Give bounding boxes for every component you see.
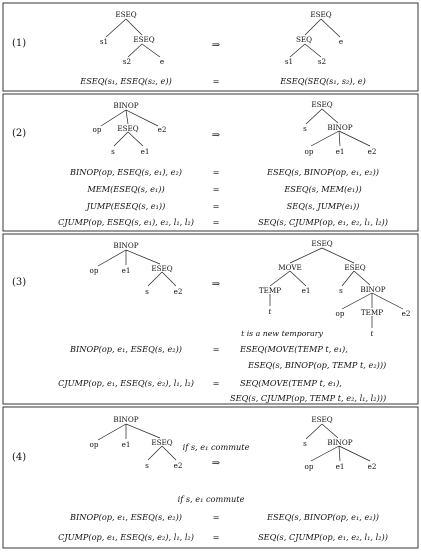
tree-node: op (335, 309, 345, 318)
equation-lhs: CJUMP(op, e₁, ESEQ(s, e₂), l₁, l₂) (58, 532, 194, 542)
tree-node: op (92, 125, 102, 134)
equation-eq: = (212, 217, 220, 227)
tree-node: TEMP (360, 308, 384, 317)
transform-arrow: ⇒ (211, 40, 221, 51)
tree-node: ESEQ (117, 124, 139, 133)
tree-node: e1 (121, 440, 131, 449)
equation-eq: = (212, 76, 220, 86)
tree-node: e2 (401, 309, 411, 318)
section-4-number: (4) (12, 452, 27, 463)
section-4-note: if s, e₁ commute (177, 494, 245, 504)
tree-node: BINOP (327, 123, 353, 132)
transform-arrow: ⇒ (211, 279, 221, 290)
tree-node: e (338, 37, 344, 46)
tree-node: BINOP (113, 241, 139, 250)
transform-arrow: ⇒ (211, 130, 221, 141)
equation-eq: = (212, 378, 220, 388)
tree-node: ESEQ (344, 263, 366, 272)
tree-node: s1 (284, 57, 294, 66)
tree-node: e (159, 57, 165, 66)
tree-node: e1 (335, 462, 345, 471)
section-4-box (3, 407, 418, 548)
equation-lhs: CJUMP(op, ESEQ(s, e₁), e₂, l₁, l₂) (58, 217, 194, 227)
tree-node: op (89, 440, 99, 449)
tree-node: e2 (173, 287, 183, 296)
tree-node: s2 (317, 57, 327, 66)
equation-rhs-continued: ESEQ(s, BINOP(op, TEMP t, e₂))) (248, 360, 387, 370)
equation-rhs-continued: SEQ(s, CJUMP(op, TEMP t, e₂, l₁, l₂))) (230, 393, 387, 403)
tree-node: op (89, 266, 99, 275)
equation-eq: = (212, 344, 220, 354)
equation-lhs: BINOP(op, e₁, ESEQ(s, e₂)) (70, 344, 182, 354)
tree-node: op (304, 147, 314, 156)
equation-rhs: SEQ(s, JUMP(e₁)) (286, 201, 360, 211)
equation-lhs: JUMP(ESEQ(s, e₁)) (86, 201, 166, 211)
equation-lhs: MEM(ESEQ(s, e₁)) (87, 184, 165, 194)
section-3-left-tree (90, 241, 183, 296)
equation-rhs: ESEQ(s, BINOP(op, e₁, e₂)) (267, 512, 379, 522)
tree-node: ESEQ (311, 239, 333, 248)
tree-node: s (145, 461, 149, 470)
tree-node: ESEQ (151, 264, 173, 273)
equation-lhs: BINOP(op, e₁, ESEQ(s, e₂)) (70, 512, 182, 522)
tree-node: s2 (122, 57, 132, 66)
tree-node: s (111, 147, 115, 156)
tree-node: ESEQ (115, 10, 137, 19)
tree-node: BINOP (113, 101, 139, 110)
transform-arrow: ⇒ (211, 458, 221, 469)
equation-eq: = (212, 532, 220, 542)
equation-eq: = (212, 512, 220, 522)
section-4-left-tree (90, 415, 183, 470)
tree-node: SEQ (295, 35, 313, 44)
tree-node: ESEQ (311, 415, 333, 424)
tree-node: s (303, 439, 307, 448)
equation-rhs: ESEQ(s, BINOP(op, e₁, e₂)) (267, 167, 379, 177)
tree-node: s1 (99, 37, 109, 46)
tree-node: s (145, 287, 149, 296)
tree-node: BINOP (113, 415, 139, 424)
tree-node: e1 (301, 286, 311, 295)
equation-eq: = (212, 201, 220, 211)
tree-node: BINOP (360, 285, 386, 294)
section-2-number: (2) (12, 128, 27, 139)
section-3-right-tree (259, 239, 411, 338)
tree-node: BINOP (327, 438, 353, 447)
tree-node: e1 (335, 147, 345, 156)
equation-rhs: ESEQ(s, MEM(e₁)) (284, 184, 362, 194)
equation-rhs: SEQ(s, CJUMP(op, e₁, e₂, l₁, l₂)) (258, 532, 388, 542)
tree-node: MOVE (278, 263, 302, 272)
equation-eq: = (212, 184, 220, 194)
section-3-number: (3) (12, 277, 27, 288)
equation-eq: = (212, 167, 220, 177)
tree-node: TEMP (258, 286, 282, 295)
tree-node: e2 (367, 462, 377, 471)
equation-lhs: BINOP(op, ESEQ(s, e₁), e₂) (70, 167, 182, 177)
section-2-left-tree (93, 101, 167, 156)
tree-node: e2 (367, 147, 377, 156)
equation-rhs: ESEQ(MOVE(TEMP t, e₁), (240, 344, 348, 354)
section-2-right-tree (303, 100, 376, 156)
equation-lhs: CJUMP(op, e₁, ESEQ(s, e₂), l₁, l₂) (58, 378, 194, 388)
tree-node: op (304, 462, 314, 471)
tree-node: s (303, 124, 307, 133)
section-1-number: (1) (12, 38, 27, 49)
equation-rhs: ESEQ(SEQ(s₁, s₂), e) (280, 76, 366, 86)
tree-node: e2 (173, 461, 183, 470)
tree-node: ESEQ (311, 100, 333, 109)
tree-node: t (268, 307, 272, 316)
section-1-left-tree (100, 10, 164, 66)
tree-node: e2 (157, 125, 167, 134)
tree-node: s (339, 286, 343, 295)
commute-condition: if s, e₁ commute (182, 442, 250, 452)
equation-rhs: SEQ(MOVE(TEMP t, e₁), (240, 378, 342, 388)
section-4-right-tree (303, 415, 376, 471)
tree-node: ESEQ (151, 438, 173, 447)
section-3-note: t is a new temporary (241, 329, 323, 338)
tree-node: e1 (140, 147, 150, 156)
tree-node: e1 (121, 266, 131, 275)
tree-node: t (370, 329, 374, 338)
tree-node: ESEQ (310, 10, 332, 19)
equation-rhs: SEQ(s, CJUMP(op, e₁, e₂, l₁, l₂)) (258, 217, 388, 227)
tree-node: ESEQ (133, 35, 155, 44)
section-1-right-tree (285, 10, 343, 66)
equation-lhs: ESEQ(s₁, ESEQ(s₂, e)) (80, 76, 172, 86)
